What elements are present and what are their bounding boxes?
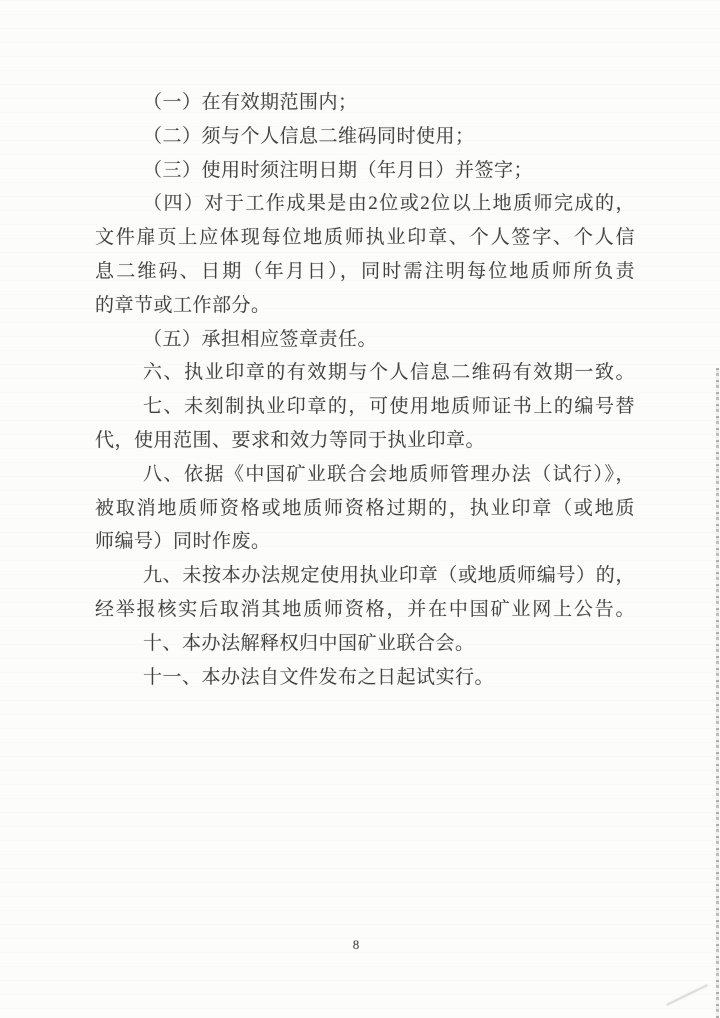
text-line: 息二维码、日期（年月日），同时需注明每位地质师所负责 bbox=[95, 260, 635, 282]
text-line: 代，使用范围、要求和效力等同于执业印章。 bbox=[95, 429, 486, 451]
text-line: （四）对于工作成果是由2位或2位以上地质师完成的， bbox=[143, 193, 635, 215]
text-line: 六、执业印章的有效期与个人信息二维码有效期一致。 bbox=[143, 362, 635, 384]
paper-crease-artifact bbox=[666, 984, 708, 1006]
text-line: 九、未按本办法规定使用执业印章（或地质师编号）的， bbox=[143, 565, 635, 587]
text-line: 七、未刻制执业印章的，可使用地质师证书上的编号替 bbox=[143, 396, 635, 418]
text-line: 经举报核实后取消其地质师资格，并在中国矿业网上公告。 bbox=[95, 598, 635, 620]
scanner-edge-artifact bbox=[716, 368, 719, 1018]
text-line: 八、依据《中国矿业联合会地质师管理办法（试行）》， bbox=[143, 463, 635, 485]
text-line: （二）须与个人信息二维码同时使用； bbox=[143, 125, 475, 147]
text-line: 师编号）同时作废。 bbox=[95, 531, 271, 553]
page-number: 8 bbox=[352, 937, 360, 952]
text-line: 十、本办法解释权归中国矿业联合会。 bbox=[143, 632, 475, 654]
text-line: 的章节或工作部分。 bbox=[95, 294, 271, 316]
text-line: 被取消地质师资格或地质师资格过期的，执业印章（或地质 bbox=[95, 497, 635, 519]
text-line: （三）使用时须注明日期（年月日）并签字； bbox=[143, 159, 534, 181]
text-line: 十一、本办法自文件发布之日起试实行。 bbox=[143, 666, 495, 688]
document-body bbox=[95, 86, 635, 694]
text-line: （五）承担相应签章责任。 bbox=[143, 328, 378, 350]
text-line: 文件扉页上应体现每位地质师执业印章、个人签字、个人信 bbox=[95, 227, 635, 249]
text-line: （一）在有效期范围内； bbox=[143, 92, 358, 113]
